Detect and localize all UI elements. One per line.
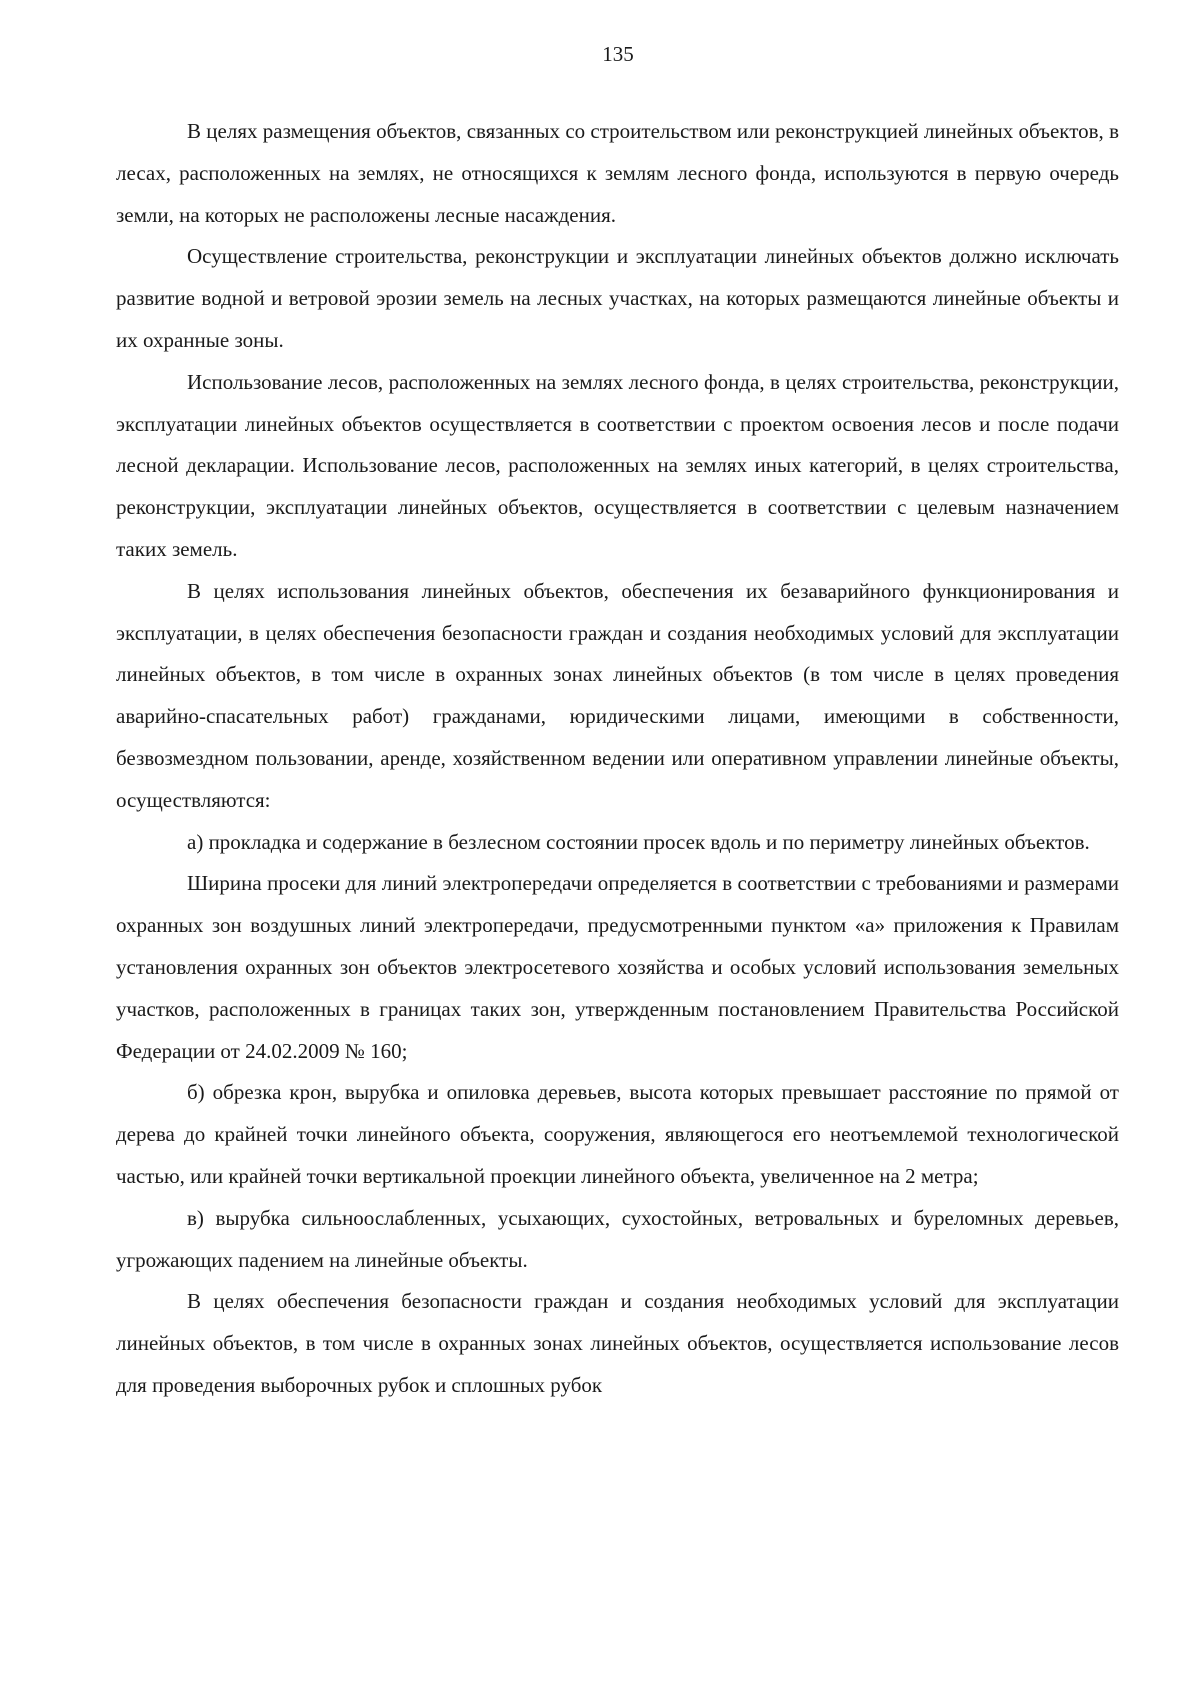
paragraph: В целях обеспечения безопасности граждан и создания необходимых условий для эксплуатации линейных объектов, в том числе в охранных зонах линейных объектов, осуществляется использование лесов для проведения выборочных рубок и сплошных рубок [116,1289,1119,1397]
page-number: 135 [602,42,634,66]
document-body [116,111,1119,1407]
paragraph: В целях использования линейных объектов, обеспечения их безаварийного функционирования и эксплуатации, в целях обеспечения безопасности граждан и создания необходимых условий для эксплуатации линейных объектов, в том числе в охранных зонах линейных объектов (в том числе в целях проведения аварийно-спасательных работ) гражданами, юридическими лицами, имеющими в собственности, безвозмездном пользовании, аренде, хозяйственном ведении или оперативном управлении линейные объекты, осуществляются: [116,578,1119,812]
paragraph: Использование лесов, расположенных на землях лесного фонда, в целях строительства, реконструкции, эксплуатации линейных объектов осуществляется в соответствии с проектом освоения лесов и после подачи лесной декларации. Использование лесов, расположенных на землях иных категорий, в целях строительства, реконструкции, эксплуатации линейных объектов, осуществляется в соответствии с целевым назначением таких земель. [116,369,1119,561]
paragraph: Осуществление строительства, реконструкции и эксплуатации линейных объектов должно исключать развитие водной и ветровой эрозии земель на лесных участках, на которых размещаются линейные объекты и их охранные зоны. [116,244,1119,352]
list-item-b: б) обрезка крон, вырубка и опиловка деревьев, высота которых превышает расстояние по прямой от дерева до крайней точки линейного объекта, сооружения, являющегося его неотъемлемой технологической частью, или крайней точки вертикальной проекции линейного объекта, увеличенное на 2 метра; [116,1080,1119,1188]
list-item-a: а) прокладка и содержание в безлесном состоянии просек вдоль и по периметру линейных объектов. [187,829,1090,854]
paragraph: В целях размещения объектов, связанных со строительством или реконструкцией линейных объектов, в лесах, расположенных на землях, не относящихся к землям лесного фонда, используются в первую очередь земли, на которых не расположены лесные насаждения. [116,119,1119,227]
list-item-v: в) вырубка сильноослабленных, усыхающих, сухостойных, ветровальных и буреломных деревьев, угрожающих падением на линейные объекты. [116,1205,1119,1272]
paragraph: Ширина просеки для линий электропередачи определяется в соответствии с требованиями и размерами охранных зон воздушных линий электропередачи, предусмотренными пунктом «а» приложения к Правилам установления охранных зон объектов электросетевого хозяйства и особых условий использования земельных участков, расположенных в границах таких зон, утвержденным постановлением Правительства Российской Федерации от 24.02.2009 № 160; [116,871,1119,1063]
